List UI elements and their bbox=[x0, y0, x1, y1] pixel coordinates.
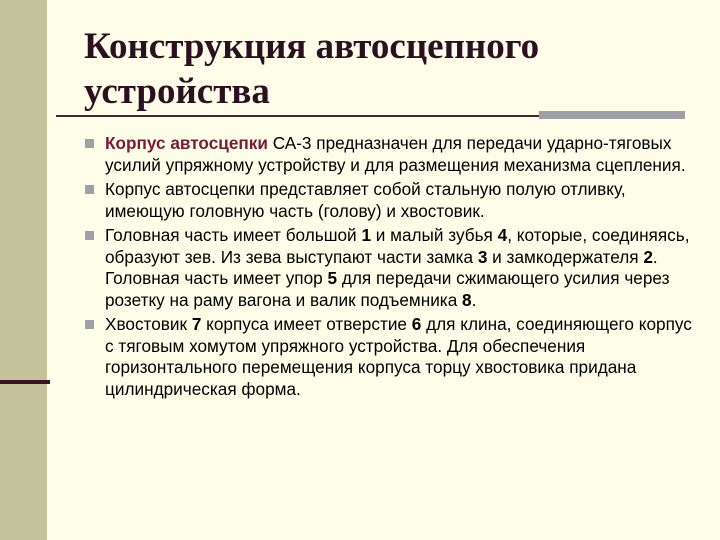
part-number: 8 bbox=[462, 289, 472, 310]
bullet-text: , которые, соединяясь, образуют зев. Из зева выступают части замка bbox=[105, 224, 690, 267]
highlight-term: Корпус автосцепки bbox=[105, 133, 268, 153]
square-bullet-icon bbox=[85, 185, 94, 194]
part-number: 4 bbox=[497, 224, 508, 245]
bullet-text: СА-3 предназначен для передачи ударно-тяговых усилий упряжному устройству и для размещения механизма сцепления. bbox=[105, 133, 686, 175]
part-number: 5 bbox=[327, 268, 338, 289]
title-divider-accent bbox=[539, 111, 685, 119]
bullet-text: Корпус автосцепки представляет собой стальную полую отливку, имеющую головную часть (голову) и хвостовик. bbox=[105, 178, 626, 221]
bullet-item-4 bbox=[84, 314, 692, 400]
bullet-text: . bbox=[471, 289, 477, 310]
part-number: 6 bbox=[411, 314, 422, 335]
square-bullet-icon bbox=[85, 320, 94, 329]
bullet-text: и замкодержателя bbox=[487, 246, 644, 267]
side-bar-decoration bbox=[0, 0, 47, 540]
bullet-item-1 bbox=[84, 133, 692, 176]
bullet-text: Головная часть имеет большой bbox=[105, 224, 362, 245]
bullet-text: и малый зубья bbox=[371, 224, 498, 245]
part-number: 7 bbox=[191, 314, 202, 335]
bullet-item-3 bbox=[84, 225, 692, 311]
part-number: 2 bbox=[643, 246, 653, 267]
square-bullet-icon bbox=[85, 139, 94, 148]
bullet-text: для передачи сжимающего усилия через розетку на раму вагона и валик подъемника bbox=[105, 268, 670, 310]
slide-title: Конструкция автосцепного устройства bbox=[84, 26, 540, 112]
bullet-text: корпуса имеет отверстие bbox=[201, 314, 412, 335]
part-number: 3 bbox=[477, 246, 488, 267]
bullet-list bbox=[84, 133, 692, 403]
part-number: 1 bbox=[361, 224, 371, 245]
square-bullet-icon bbox=[85, 231, 94, 240]
bullet-text: для клина, соединяющего корпус с тяговым хомутом упряжного устройства. Для обеспечения горизонтального перемещения корпуса торцу хвостовика придана цилиндрическая форма. bbox=[105, 314, 692, 399]
bullet-item-2 bbox=[84, 179, 692, 222]
side-bar-underline bbox=[0, 380, 50, 384]
bullet-text: . Головная часть имеет упор bbox=[105, 246, 658, 289]
bullet-text: Хвостовик bbox=[105, 314, 192, 335]
